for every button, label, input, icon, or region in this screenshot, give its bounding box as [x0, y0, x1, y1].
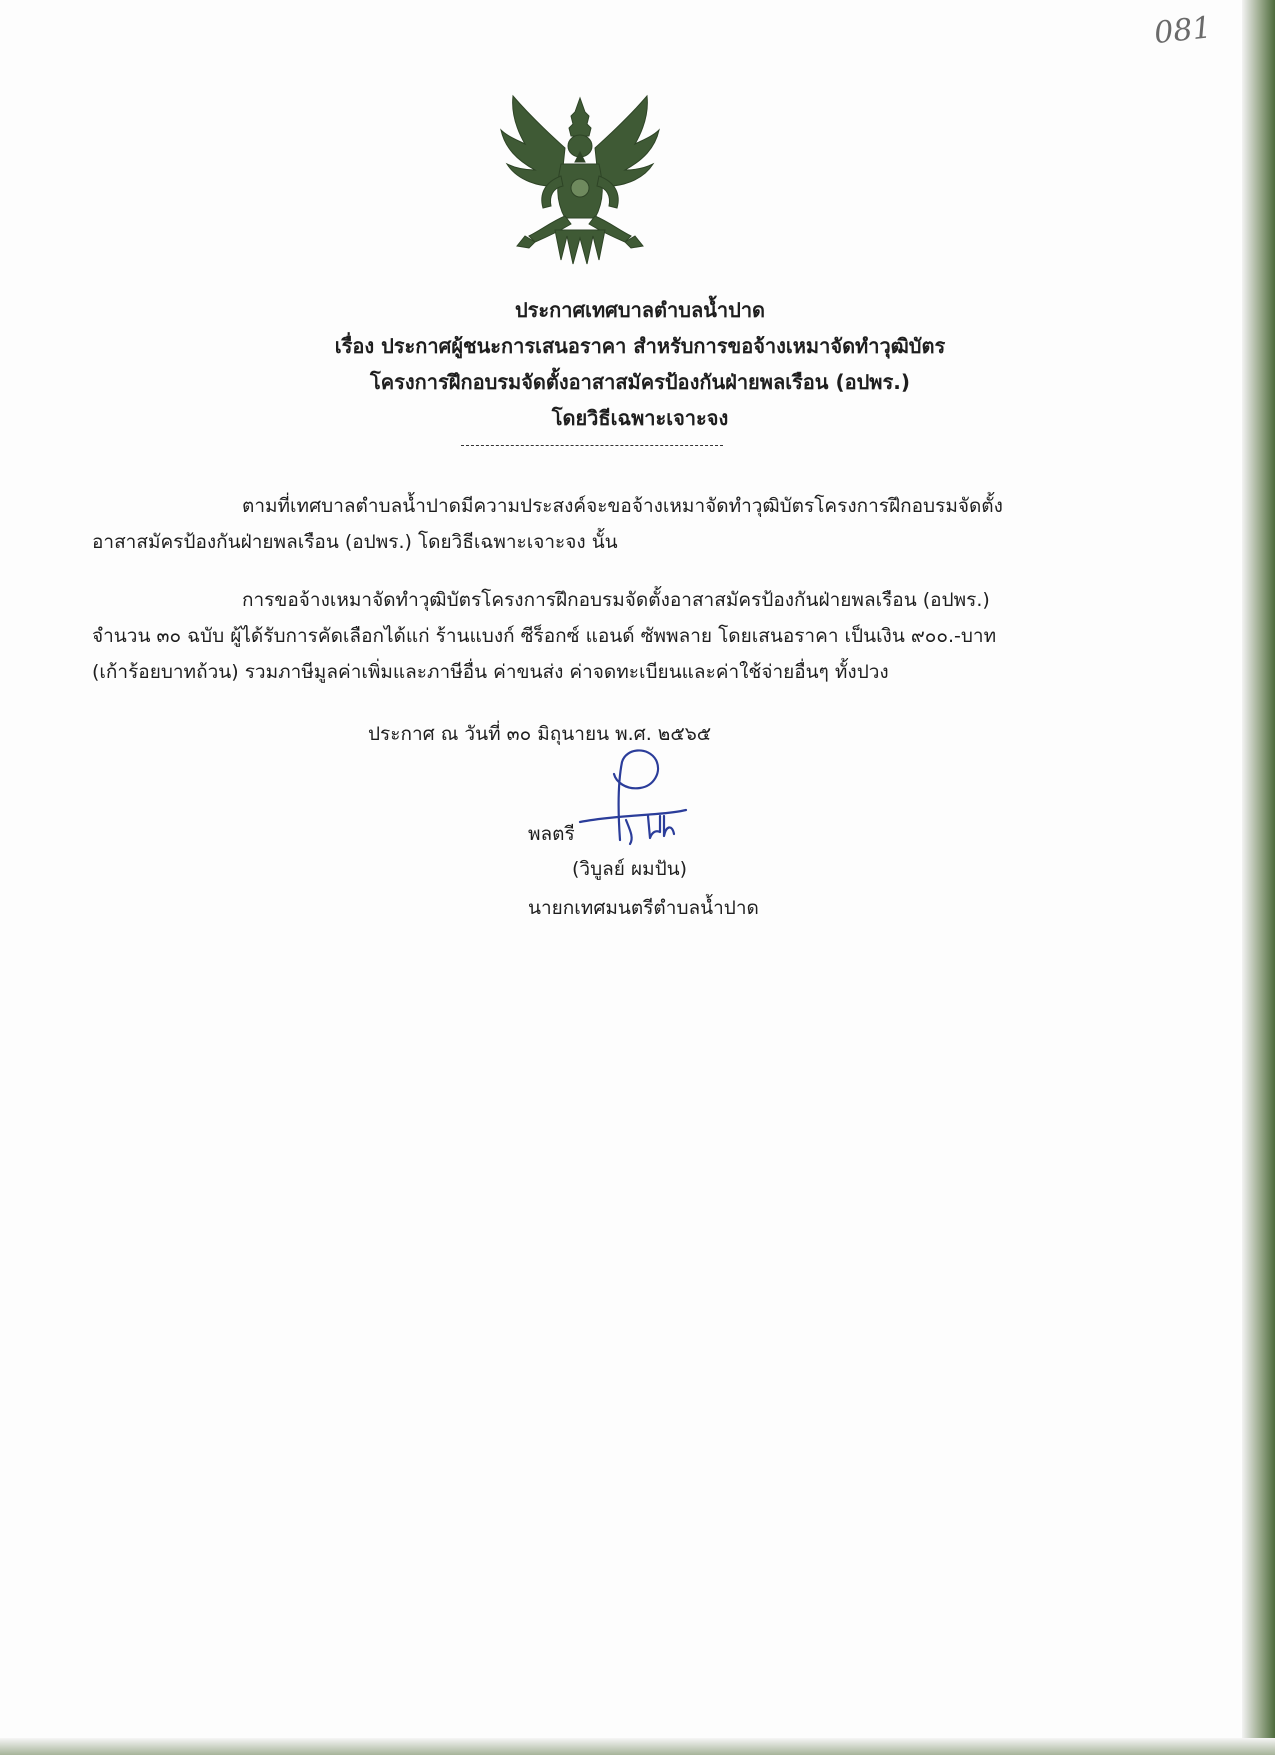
signer-name: (วิบูลย์ ผมปัน): [572, 858, 688, 880]
heading-divider: [461, 445, 723, 446]
heading-line-1: ประกาศเทศบาลตำบลน้ำปาด: [514, 298, 766, 322]
heading-line-2: เรื่อง ประกาศผู้ชนะการเสนอราคา สำหรับการขอจ้างเหมาจัดทำวุฒิบัตร: [334, 334, 946, 358]
handwritten-page-number: 081: [1152, 10, 1214, 52]
announcement-date: ประกาศ ณ วันที่ ๓๐ มิถุนายน พ.ศ. ๒๕๖๕: [368, 723, 712, 745]
heading-line-4: โดยวิธีเฉพาะเจาะจง: [551, 406, 729, 430]
signer-rank: พลตรี: [528, 823, 575, 845]
announcement-heading: [100, 292, 1180, 436]
signer-title: นายกเทศมนตรีตำบลน้ำปาด: [528, 897, 759, 919]
scan-edge-bottom: [0, 1738, 1275, 1755]
paragraph-2-line-1: การขอจ้างเหมาจัดทำวุฒิบัตรโครงการฝึกอบรมจัดตั้งอาสาสมัครป้องกันฝ่ายพลเรือน (อปพร.): [242, 589, 990, 611]
paragraph-1-line-1: ตามที่เทศบาลตำบลน้ำปาดมีความประสงค์จะขอจ้างเหมาจัดทำวุฒิบัตรโครงการฝึกอบรมจัดตั้ง: [242, 495, 1003, 517]
scan-edge-right: [1242, 0, 1275, 1755]
body-paragraph-1: [92, 488, 1087, 560]
heading-line-3: โครงการฝึกอบรมจัดตั้งอาสาสมัครป้องกันฝ่ายพลเรือน (อปพร.): [370, 370, 910, 394]
paragraph-2-line-3: (เก้าร้อยบาทถ้วน) รวมภาษีมูลค่าเพิ่มและภาษีอื่น ค่าขนส่ง ค่าจดทะเบียนและค่าใช้จ่ายอื่นๆ ทั้งปวง: [92, 661, 889, 683]
paragraph-2-line-2: จำนวน ๓๐ ฉบับ ผู้ได้รับการคัดเลือกได้แก่ ร้านแบงก์ ซีร็อกซ์ แอนด์ ซัพพลาย โดยเสนอราคา เป็นเงิน ๙๐๐.-บาท: [92, 625, 997, 647]
handwritten-signature: [560, 742, 700, 852]
body-paragraph-2: [92, 582, 1087, 690]
paragraph-1-line-2: อาสาสมัครป้องกันฝ่ายพลเรือน (อปพร.) โดยวิธีเฉพาะเจาะจง นั้น: [92, 531, 618, 553]
garuda-emblem-icon: [495, 90, 665, 270]
